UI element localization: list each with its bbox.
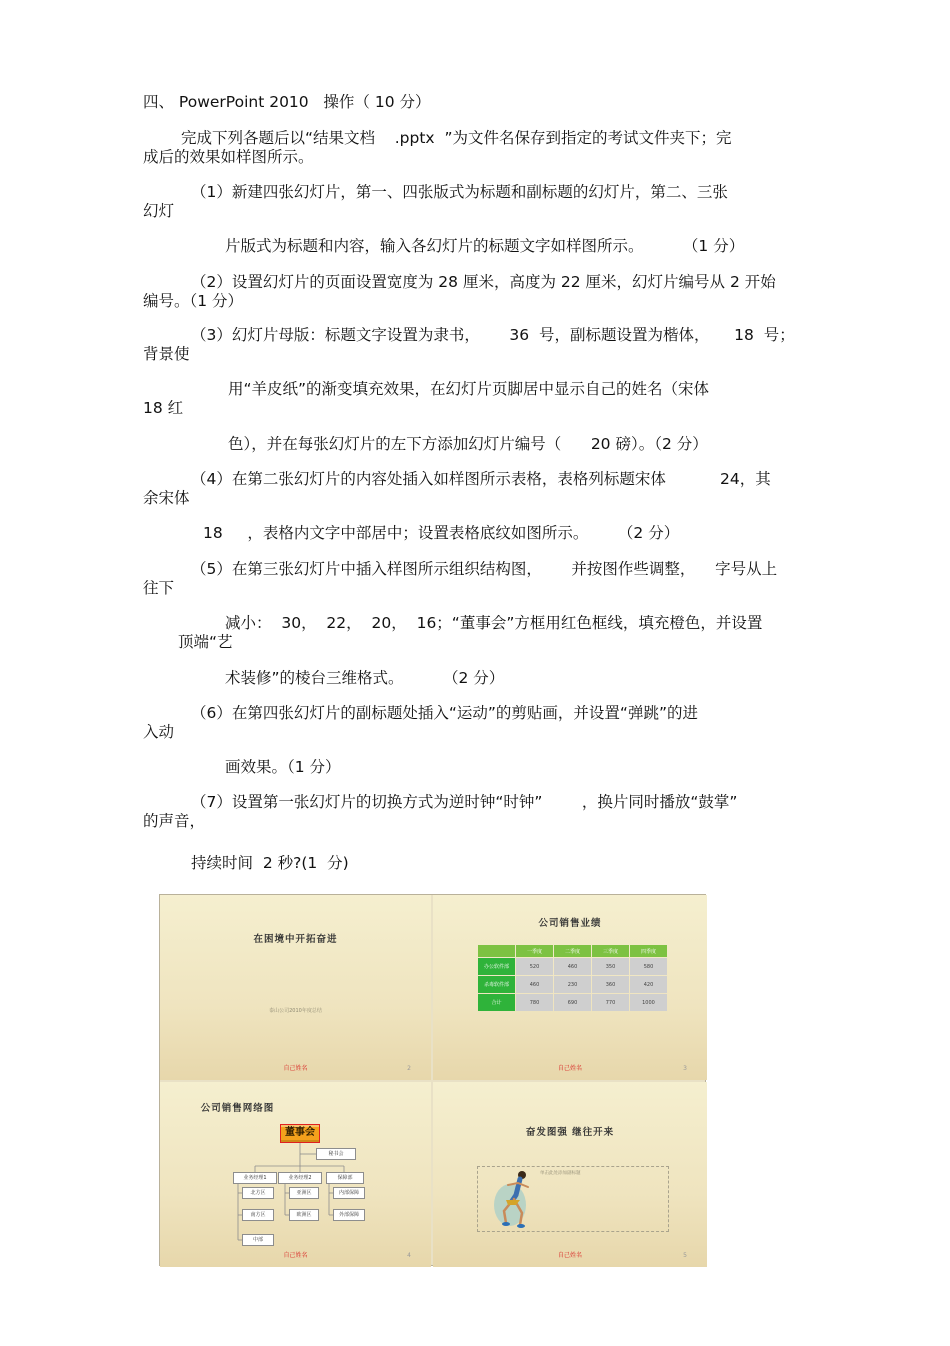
doc-line: 幻灯 xyxy=(143,202,175,220)
slide-2-number: 3 xyxy=(683,1065,687,1072)
table-cell: 460 xyxy=(554,958,591,975)
doc-line: 余宋体 xyxy=(143,489,190,507)
table-row-header: 合计 xyxy=(478,994,515,1011)
org-child-box: 亚洲区 xyxy=(289,1187,319,1199)
table-header-cell: 三季度 xyxy=(592,945,629,957)
table-header-row xyxy=(478,945,667,957)
slide-3 xyxy=(160,1082,431,1267)
doc-line: 完成下列各题后以“结果文档 .pptx ”为文件名保存到指定的考试文件夹下；完 xyxy=(181,129,732,147)
slide-4-title: 奋发图强 继往开来 xyxy=(525,1127,615,1138)
doc-line: 画效果。（1 分） xyxy=(225,758,341,776)
doc-line: 18 红 xyxy=(143,399,184,417)
slide-4-number: 5 xyxy=(683,1252,687,1259)
org-secretary-box: 秘书会 xyxy=(316,1148,356,1160)
table-header-cell: 二季度 xyxy=(554,945,591,957)
doc-line: 的声音， xyxy=(143,812,206,830)
table-cell: 520 xyxy=(516,958,553,975)
table-header-cell: 一季度 xyxy=(516,945,553,957)
org-manager-box: 保障部 xyxy=(326,1172,364,1184)
org-child-box: 中部 xyxy=(242,1234,274,1246)
table-cell: 770 xyxy=(592,994,629,1011)
doc-line: （5）在第三张幻灯片中插入样图所示组织结构图， 并按图作些调整， 字号从上 xyxy=(191,560,778,578)
org-board-box: 董事会 xyxy=(280,1124,320,1143)
doc-line: 编号。（1 分） xyxy=(143,292,244,310)
doc-line: （2）设置幻灯片的页面设置宽度为 28 厘米，高度为 22 厘米，幻灯片编号从 2 开始 xyxy=(191,273,776,291)
doc-line: 18 ，表格内文字中部居中；设置表格底纹如图所示。 （2 分） xyxy=(203,524,680,542)
table-cell: 690 xyxy=(554,994,591,1011)
table-header-cell: 四季度 xyxy=(630,945,667,957)
org-child-box: 南方区 xyxy=(242,1209,274,1221)
table-cell: 420 xyxy=(630,976,667,993)
table-row xyxy=(478,976,667,993)
org-child-box: 北方区 xyxy=(242,1187,274,1199)
doc-line: （7）设置第一张幻灯片的切换方式为逆时钟“时钟” ，换片同时播放“鼓掌” xyxy=(191,793,738,811)
doc-line: （4）在第二张幻灯片的内容处插入如样图所示表格，表格列标题宋体 24，其 xyxy=(191,470,771,488)
doc-line: 减小： 30， 22， 20， 16；“董事会”方框用红色框线，填充橙色，并设置 xyxy=(225,614,763,632)
doc-line: （3）幻灯片母版：标题文字设置为隶书， 36 号，副标题设置为楷体， 18 号； xyxy=(191,326,795,344)
slide-2 xyxy=(433,895,707,1080)
org-manager-box: 业务经理2 xyxy=(278,1172,322,1184)
slide-4-subtitle-hint: 单击此处添加副标题 xyxy=(540,1171,581,1176)
slide-4-subtitle-placeholder xyxy=(477,1166,669,1232)
table-cell: 460 xyxy=(516,976,553,993)
doc-line: 片版式为标题和内容，输入各幻灯片的标题文字如样图所示。 （1 分） xyxy=(225,237,745,255)
slide-2-title: 公司销售业绩 xyxy=(538,918,602,929)
org-manager-box: 业务经理1 xyxy=(233,1172,277,1184)
org-child-box: 欧洲区 xyxy=(289,1209,319,1221)
org-child-box: 外部保障 xyxy=(333,1209,365,1221)
doc-line: 色），并在每张幻灯片的左下方添加幻灯片编号（ 20 磅）。（2 分） xyxy=(228,435,708,453)
doc-line: 入动 xyxy=(143,723,175,741)
doc-line: （6）在第四张幻灯片的副标题处插入“运动”的剪贴画，并设置“弹跳”的进 xyxy=(191,704,698,722)
doc-line: 顶端“艺 xyxy=(178,633,233,651)
slide-1-footer-name: 自己姓名 xyxy=(283,1065,308,1072)
doc-line: （1）新建四张幻灯片，第一、四张版式为标题和副标题的幻灯片，第二、三张 xyxy=(191,183,728,201)
sales-table xyxy=(477,944,668,1012)
slide-4-footer-name: 自己姓名 xyxy=(557,1252,582,1259)
slide-4 xyxy=(433,1082,707,1267)
table-row xyxy=(478,958,667,975)
table-cell: 580 xyxy=(630,958,667,975)
doc-line: 用“羊皮纸”的渐变填充效果，在幻灯片页脚居中显示自己的姓名（宋体 xyxy=(228,380,710,398)
table-row-header: 杀毒软件部 xyxy=(478,976,515,993)
table-corner-cell xyxy=(478,945,515,957)
org-child-box: 内部保障 xyxy=(333,1187,365,1199)
doc-line: 术装修”的棱台三维格式。 （2 分） xyxy=(225,669,505,687)
slide-1-title: 在困境中开拓奋进 xyxy=(253,934,338,945)
sample-slides-figure xyxy=(159,894,706,1266)
slide-3-title: 公司销售网络图 xyxy=(200,1103,275,1114)
slide-1 xyxy=(160,895,431,1080)
slide-3-number: 4 xyxy=(407,1252,411,1259)
table-cell: 1000 xyxy=(630,994,667,1011)
table-row-header: 办公软件部 xyxy=(478,958,515,975)
slide-1-subtitle: 泰山公司2010年度总结 xyxy=(269,1008,322,1014)
section-heading: 四、 PowerPoint 2010 操作（ 10 分） xyxy=(143,93,431,111)
slide-3-footer-name: 自己姓名 xyxy=(283,1252,308,1259)
doc-line: 持续时间 2 秒?(1 分) xyxy=(191,854,349,872)
table-cell: 230 xyxy=(554,976,591,993)
doc-line: 成后的效果如样图所示。 xyxy=(143,148,314,166)
doc-line: 往下 xyxy=(143,579,175,597)
table-cell: 360 xyxy=(592,976,629,993)
sports-clipart-icon xyxy=(486,1167,546,1231)
table-cell: 780 xyxy=(516,994,553,1011)
slide-2-footer-name: 自己姓名 xyxy=(557,1065,582,1072)
table-row xyxy=(478,994,667,1011)
doc-line: 背景使 xyxy=(143,345,190,363)
table-cell: 350 xyxy=(592,958,629,975)
slide-1-number: 2 xyxy=(407,1065,411,1072)
